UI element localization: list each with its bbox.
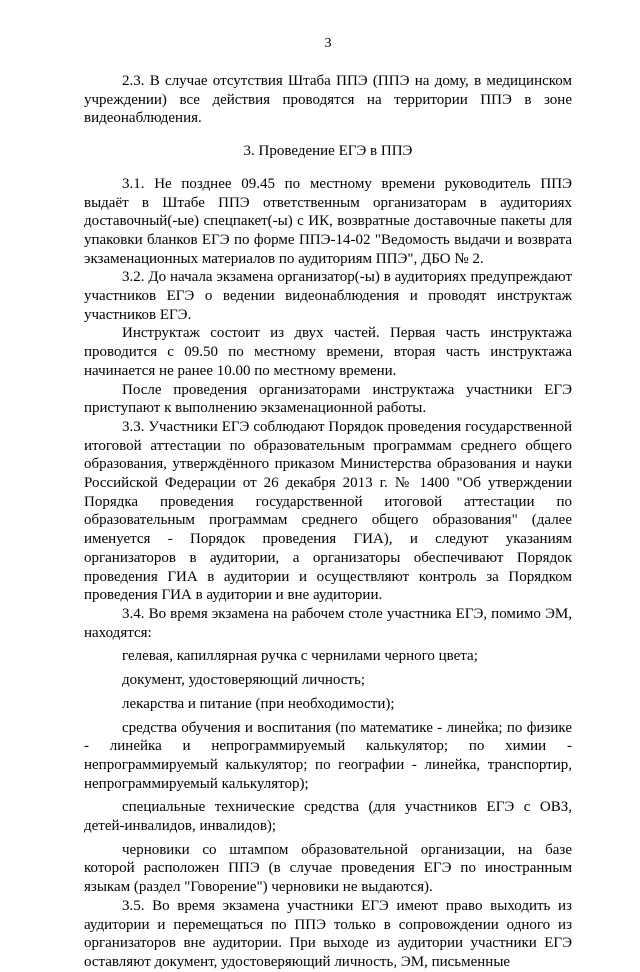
section-heading: 3. Проведение ЕГЭ в ППЭ [243, 143, 413, 160]
page-number: 3 [324, 36, 332, 51]
list-item-special-equipment: специальные технические средства (для участников ЕГЭ с ОВЗ, детей-инвалидов, инвалидов); [84, 799, 572, 835]
list-item-id-document: документ, удостоверяющий личность; [122, 672, 365, 689]
list-item-pen: гелевая, капиллярная ручка с чернилами черного цвета; [122, 648, 478, 665]
list-item-drafts: черновики со штампом образовательной организации, на базе которой расположен ППЭ (в случае проведения ЕГЭ по иностранным языкам (раздел "Говорение") черновики не выдаются). [84, 841, 572, 896]
paragraph-3-2: 3.2. До начала экзамена организатор(-ы) в аудиториях предупреждают участников ЕГЭ о ведении видеонаблюдения и проводят инструктаж участников ЕГЭ. [84, 269, 572, 323]
paragraph-2-3: 2.3. В случае отсутствия Штаба ППЭ (ППЭ на дому, в медицинском учреждении) все действия проводятся на территории ППЭ в зоне видеонаблюдения. [84, 73, 572, 127]
paragraph-briefing: Инструктаж состоит из двух частей. Первая часть инструктажа проводится с 09.50 по местному времени, вторая часть инструктажа начинается не ранее 10.00 по местному времени. [84, 325, 572, 379]
paragraph-after-briefing: После проведения организаторами инструктажа участники ЕГЭ приступают к выполнению экзаменационной работы. [84, 381, 572, 417]
list-item-learning-tools: средства обучения и воспитания (по математике - линейка; по физике - линейка и непрограммируемый калькулятор; по химии - непрограммируемый калькулятор; по географии - линейка, транспортир, непрограммируемый калькулятор); [84, 719, 572, 792]
list-item-medicine: лекарства и питание (при необходимости); [122, 695, 395, 712]
paragraph-3-3: 3.3. Участники ЕГЭ соблюдают Порядок проведения государственной итоговой аттестации по образовательным программам среднего общего образования, утверждённого приказом Министерства образования и науки Российской Федерации от 26 декабря 2013 г. № 1400 "Об утверждении Порядка проведения государственной итоговой аттестации по образовательным программам среднего общего образования" (далее именуется - Порядок проведения ГИА), и следуют указаниям организаторов в аудитории, а организаторы обеспечивают Порядок проведения ГИА в аудитории и осуществляют контроль за Порядком проведения ГИА в аудитории и вне аудитории. [84, 418, 572, 604]
paragraph-3-4: 3.4. Во время экзамена на рабочем столе участника ЕГЭ, помимо ЭМ, находятся: [84, 605, 572, 641]
paragraph-3-5: 3.5. Во время экзамена участники ЕГЭ имеют право выходить из аудитории и перемещаться по ППЭ только в сопровождении одного из организаторов вне аудитории. При выходе из аудитории участники ЕГЭ оставляют документ, удостоверяющий личность, ЭМ, письменные [84, 897, 572, 970]
paragraph-3-1: 3.1. Не позднее 09.45 по местному времени руководитель ППЭ выдаёт в Штабе ППЭ ответственным организаторам в аудиториях доставочный(-ые) спецпакет(-ы) с ИК, возвратные доставочные пакеты для упаковки бланков ЕГЭ по форме ППЭ-14-02 "Ведомость выдачи и возврата экзаменационных материалов по аудиториям ППЭ", ДБО № 2. [84, 175, 572, 267]
